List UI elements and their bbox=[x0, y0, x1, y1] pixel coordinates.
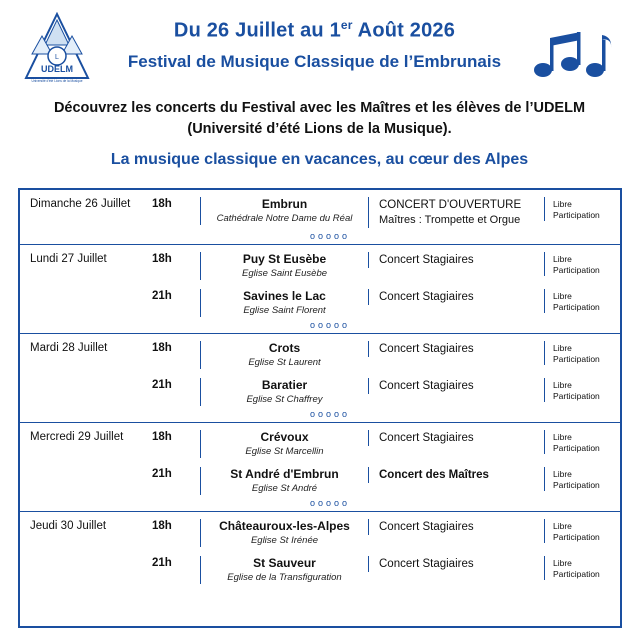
svg-text:L: L bbox=[55, 54, 59, 61]
event-price: Libre Participation bbox=[544, 430, 620, 454]
intro-line-1: Découvrez les concerts du Festival avec les Maîtres et les élèves de l’UDELM bbox=[53, 100, 586, 116]
table-row bbox=[20, 423, 620, 460]
festival-dates bbox=[100, 12, 529, 44]
event-price: Libre Participation bbox=[544, 252, 620, 276]
place-venue: Eglise St Laurent bbox=[248, 357, 321, 368]
event-price: Libre Participation bbox=[544, 289, 620, 313]
event-place bbox=[200, 252, 368, 280]
event-concert bbox=[368, 378, 544, 394]
day-block bbox=[20, 333, 620, 422]
event-time: 21h bbox=[152, 379, 172, 391]
row-separator-dots bbox=[20, 408, 620, 422]
event-concert bbox=[368, 556, 544, 572]
day-block bbox=[20, 190, 620, 244]
event-place bbox=[200, 378, 368, 406]
event-price: Libre Participation bbox=[544, 519, 620, 543]
intro-block bbox=[0, 98, 639, 172]
day-label: Lundi 27 Juillet bbox=[30, 253, 107, 265]
concert-title: CONCERT D'OUVERTURE bbox=[379, 199, 522, 211]
day-label: Mercredi 29 Juillet bbox=[30, 431, 124, 443]
event-time: 18h bbox=[152, 520, 172, 532]
music-notes-icon bbox=[533, 26, 615, 82]
concert-title: Concert Stagiaires bbox=[379, 558, 474, 570]
day-label-empty bbox=[20, 467, 152, 468]
festival-dates-sup: er bbox=[340, 18, 353, 32]
table-row bbox=[20, 282, 620, 319]
table-row bbox=[20, 334, 620, 371]
festival-name: Festival de Musique Classique de l’Embrunais bbox=[127, 51, 502, 71]
event-place bbox=[200, 519, 368, 547]
day-label-empty bbox=[20, 289, 152, 290]
place-name: Baratier bbox=[261, 378, 308, 392]
dots-text: ooooo bbox=[309, 320, 351, 330]
row-separator-dots bbox=[20, 319, 620, 333]
place-name: Embrun bbox=[261, 197, 308, 211]
svg-text:UDELM: UDELM bbox=[41, 64, 73, 74]
event-place bbox=[200, 341, 368, 369]
day-label: Mardi 28 Juillet bbox=[30, 342, 108, 354]
place-name: Châteauroux-les-Alpes bbox=[219, 519, 350, 533]
event-time: 21h bbox=[152, 468, 172, 480]
table-row bbox=[20, 371, 620, 408]
event-time: 18h bbox=[152, 253, 172, 265]
place-name: St Sauveur bbox=[253, 556, 316, 570]
concert-title: Concert Stagiaires bbox=[379, 521, 474, 533]
event-time: 21h bbox=[152, 557, 172, 569]
event-place bbox=[200, 197, 368, 225]
place-venue: Eglise St Marcellin bbox=[245, 446, 324, 457]
event-time: 18h bbox=[152, 342, 172, 354]
concert-title: Concert Stagiaires bbox=[379, 343, 474, 355]
event-concert bbox=[368, 519, 544, 535]
event-time: 18h bbox=[152, 431, 172, 443]
day-label-empty bbox=[20, 378, 152, 379]
place-name: Puy St Eusèbe bbox=[242, 252, 327, 266]
place-venue: Cathédrale Notre Dame du Réal bbox=[216, 213, 353, 224]
intro-line-2: (Université d’été Lions de la Musique). bbox=[187, 121, 452, 137]
day-label: Dimanche 26 Juillet bbox=[30, 198, 131, 210]
dots-text: ooooo bbox=[309, 409, 351, 419]
day-label-empty bbox=[20, 556, 152, 557]
poster-header bbox=[0, 0, 639, 92]
place-name: Crots bbox=[268, 341, 301, 355]
place-name: Crévoux bbox=[260, 430, 309, 444]
event-price: Libre Participation bbox=[544, 341, 620, 365]
event-time: 21h bbox=[152, 290, 172, 302]
place-venue: Eglise St Irénée bbox=[250, 535, 319, 546]
event-price: Libre Participation bbox=[544, 556, 620, 580]
table-row bbox=[20, 245, 620, 282]
event-place bbox=[200, 289, 368, 317]
row-separator-dots bbox=[20, 230, 620, 244]
concert-title: Concert Stagiaires bbox=[379, 291, 474, 303]
concert-title: Concert des Maîtres bbox=[379, 469, 489, 481]
day-label: Jeudi 30 Juillet bbox=[30, 520, 107, 532]
dots-text: ooooo bbox=[309, 231, 351, 241]
place-venue: Eglise St André bbox=[251, 483, 318, 494]
concert-subtitle: Maîtres : Trompette et Orgue bbox=[379, 214, 521, 226]
event-time: 18h bbox=[152, 198, 172, 210]
place-venue: Eglise de la Transfiguration bbox=[227, 572, 342, 583]
concert-title: Concert Stagiaires bbox=[379, 254, 474, 266]
concert-title: Concert Stagiaires bbox=[379, 380, 474, 392]
event-concert bbox=[368, 341, 544, 357]
svg-text:Université d'été Lions de la M: Université d'été Lions de la Musique bbox=[31, 79, 83, 83]
place-name: St André d'Embrun bbox=[230, 467, 339, 481]
event-place bbox=[200, 556, 368, 584]
event-place bbox=[200, 430, 368, 458]
place-name: Savines le Lac bbox=[243, 289, 326, 303]
event-price: Libre Participation bbox=[544, 197, 620, 221]
dots-text: ooooo bbox=[309, 498, 351, 508]
event-price: Libre Participation bbox=[544, 467, 620, 491]
event-concert bbox=[368, 289, 544, 305]
intro-tagline: La musique classique en vacances, au cœur des Alpes bbox=[110, 151, 529, 168]
event-concert bbox=[368, 430, 544, 446]
day-block bbox=[20, 244, 620, 333]
place-venue: Eglise Saint Florent bbox=[243, 305, 326, 316]
table-row bbox=[20, 190, 620, 230]
festival-dates-after: Août 2026 bbox=[352, 19, 456, 42]
row-separator-dots bbox=[20, 497, 620, 511]
event-concert bbox=[368, 467, 544, 483]
table-row bbox=[20, 549, 620, 586]
event-concert bbox=[368, 197, 544, 228]
table-row bbox=[20, 512, 620, 549]
schedule-table bbox=[18, 188, 622, 628]
event-place bbox=[200, 467, 368, 495]
event-concert bbox=[368, 252, 544, 268]
concert-title: Concert Stagiaires bbox=[379, 432, 474, 444]
place-venue: Eglise St Chaffrey bbox=[246, 394, 323, 405]
header-titles bbox=[100, 12, 529, 74]
event-price: Libre Participation bbox=[544, 378, 620, 402]
udelm-logo bbox=[22, 12, 92, 84]
day-block bbox=[20, 422, 620, 511]
place-venue: Eglise Saint Eusèbe bbox=[241, 268, 328, 279]
day-block bbox=[20, 511, 620, 586]
festival-dates-before: Du 26 Juillet au 1 bbox=[173, 19, 341, 42]
table-row bbox=[20, 460, 620, 497]
